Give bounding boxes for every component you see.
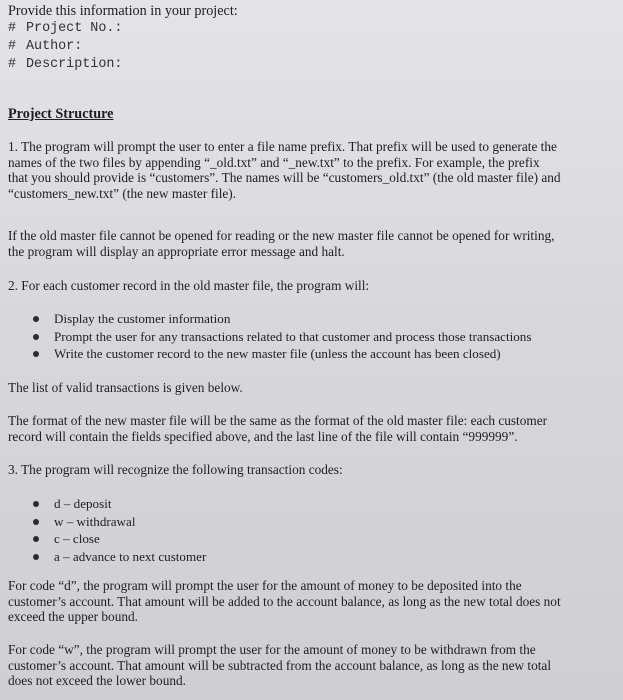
list-item: Prompt the user for any transactions related to that customer and process those transactions (30, 328, 617, 346)
paragraph-6: 3. The program will recognize the following transaction codes: (8, 462, 343, 477)
description-field: # Description: (8, 57, 123, 72)
list-item: a – advance to next customer (30, 548, 617, 566)
paragraph-5: The format of the new master file will be the same as the format of the old master file: each customer record will contain the fields specified above, and the last line of the file will contain “999999”. (8, 413, 548, 444)
bullet-icon (33, 536, 39, 542)
project-no-field: # Project No.: (8, 21, 123, 36)
bullet-icon (33, 501, 39, 507)
list-item: w – withdrawal (30, 513, 617, 531)
customer-actions-list (30, 310, 617, 363)
list-item: Write the customer record to the new master file (unless the account has been closed) (30, 345, 617, 363)
paragraph-1: 1. The program will prompt the user to enter a file name prefix. That prefix will be used to generate the names of the two files by appending “_old.txt” and “_new.txt” to the prefix. For example, the prefix that you should provide is “customers”. The names will be “customers_old.txt” (the old master file) and “customers_new.txt” (the new master file). (8, 139, 561, 201)
intro-line: Provide this information in your project: (8, 3, 238, 19)
list-item: d – deposit (30, 495, 617, 513)
paragraph-7: For code “d”, the program will prompt the user for the amount of money to be deposited into the customer’s account. That amount will be added to the account balance, as long as the new total does not exceed the upper bound. (8, 578, 561, 624)
paragraph-3: 2. For each customer record in the old master file, the program will: (8, 278, 370, 293)
bullet-icon (33, 519, 39, 525)
transaction-codes-list (30, 495, 617, 565)
section-title: Project Structure (8, 106, 114, 122)
bullet-icon (33, 554, 39, 560)
paragraph-2: If the old master file cannot be opened for reading or the new master file cannot be opened for writing, the program will display an appropriate error message and halt. (8, 228, 555, 259)
paragraph-8: For code “w”, the program will prompt the user for the amount of money to be withdrawn from the customer’s account. That amount will be subtracted from the account balance, as long as the new total does not exceed the lower bound. (8, 642, 552, 688)
bullet-icon (33, 334, 39, 340)
bullet-icon (33, 316, 39, 322)
bullet-icon (33, 351, 39, 357)
list-item: Display the customer information (30, 310, 617, 328)
list-item: c – close (30, 530, 617, 548)
paragraph-4: The list of valid transactions is given below. (8, 380, 243, 395)
author-field: # Author: (8, 39, 83, 54)
